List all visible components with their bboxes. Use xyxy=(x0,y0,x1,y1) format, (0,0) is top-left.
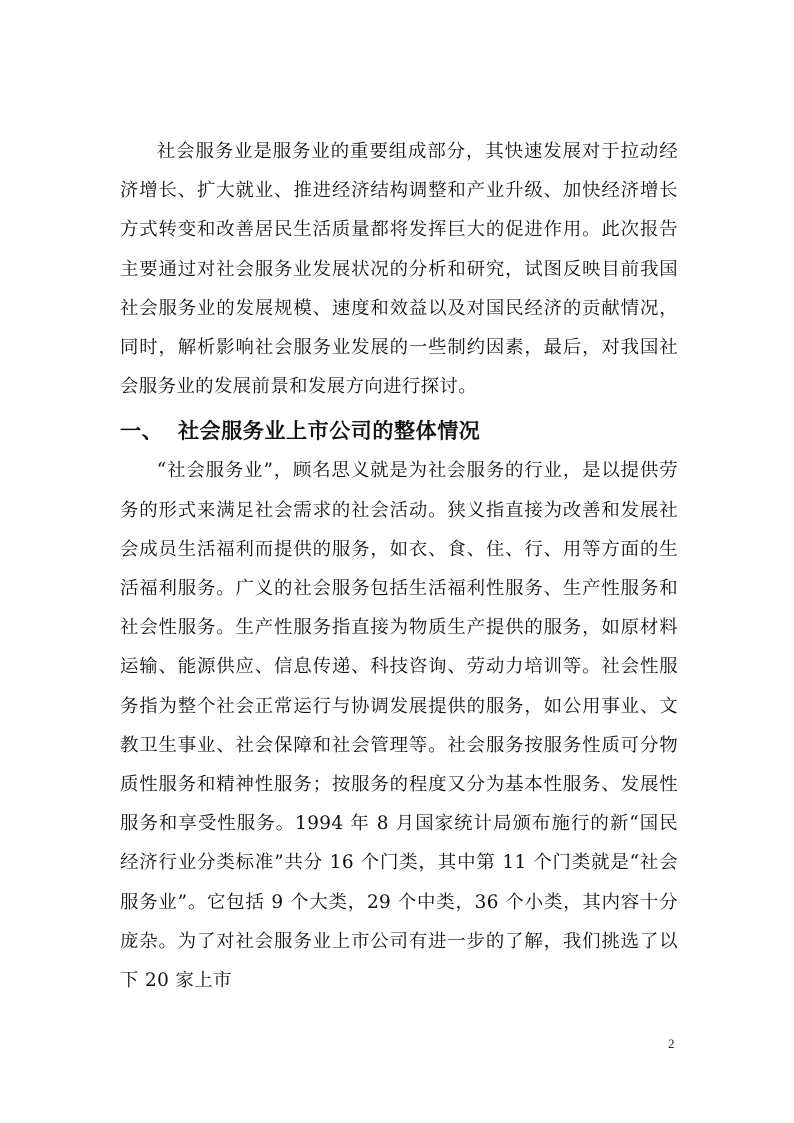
document-body xyxy=(120,132,678,1000)
section-title: 社会服务业上市公司的整体情况 xyxy=(178,419,481,444)
page-number: 2 xyxy=(668,1036,675,1051)
section-heading xyxy=(120,411,678,451)
section-number: 一、 xyxy=(120,419,164,444)
intro-paragraph: 社会服务业是服务业的重要组成部分，其快速发展对于拉动经济增长、扩大就业、推进经济结构调整和产业升级、加快经济增长方式转变和改善居民生活质量都将发挥巨大的促进作用。此次报告主要通过对社会服务业发展状况的分析和研究，试图反映目前我国社会服务业的发展规模、速度和效益以及对国民经济的贡献情况，同时，解析影响社会服务业发展的一些制约因素，最后，对我国社会服务业的发展前景和发展方向进行探讨。 xyxy=(120,141,678,398)
section-paragraph: “社会服务业”，顾名思义就是为社会服务的行业，是以提供劳务的形式来满足社会需求的社会活动。狭义指直接为改善和发展社会成员生活福利而提供的服务，如衣、食、住、行、用等方面的生活福利服务。广义的社会服务包括生活福利性服务、生产性服务和社会性服务。生产性服务指直接为物质生产提供的服务，如原材料运输、能源供应、信息传递、科技咨询、劳动力培训等。社会性服务指为整个社会正常运行与协调发展提供的服务，如公用事业、文教卫生事业、社会保障和社会管理等。社会服务按服务性质可分物质性服务和精神性服务；按服务的程度又分为基本性服务、发展性服务和享受性服务。1994 年 8 月国家统计局颁布施行的新“国民经济行业分类标准”共分 16 个门类，其中第 11 个门类就是“社会服务业”。它包括 9 个大类，29 个中类，36 个小类，其内容十分庞杂。为了对社会服务业上市公司有进一步的了解，我们挑选了以下 20 家上市 xyxy=(120,460,678,992)
